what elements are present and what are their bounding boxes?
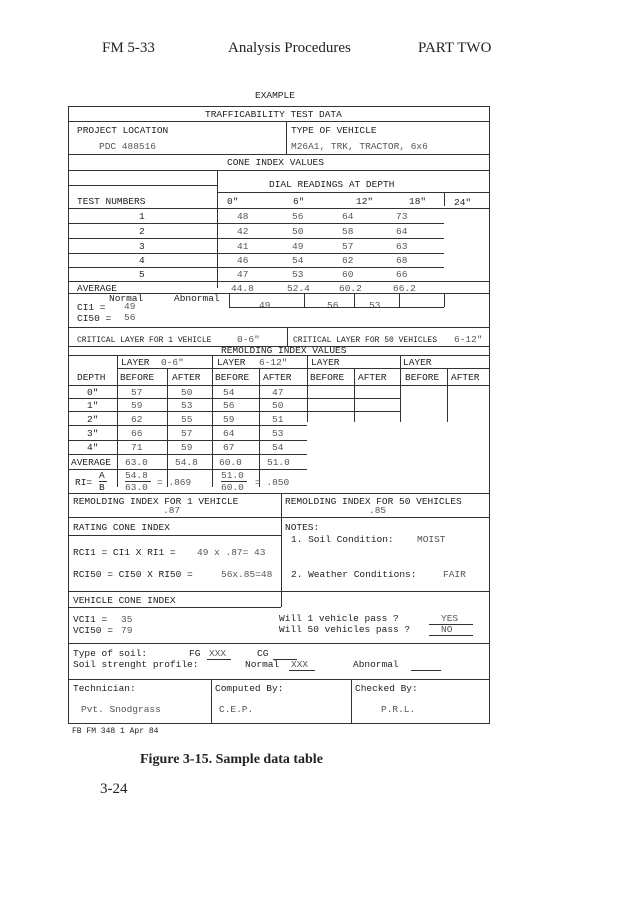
depth-header-0: 0" [227, 196, 239, 207]
test-num: 1 [139, 211, 145, 222]
test-value: 64 [342, 211, 354, 222]
depth-label: DEPTH [77, 372, 106, 383]
ri-2-result: = .850 [255, 477, 290, 488]
remolding-title: REMOLDING INDEX VALUES [221, 345, 347, 356]
note2-label: 2. Weather Conditions: [291, 569, 417, 580]
test-num: 5 [139, 269, 145, 280]
remold-value: 55 [181, 414, 193, 425]
remold-value: 54 [223, 387, 235, 398]
remold-50-value: .85 [369, 505, 387, 516]
test-value: 62 [342, 255, 354, 266]
remold-value: 47 [272, 387, 284, 398]
remold-value: 56 [223, 400, 235, 411]
remold-value: 50 [272, 400, 284, 411]
rci50-line: RCI50 = CI50 X RI50 = [73, 569, 193, 580]
test-num: 4 [139, 255, 145, 266]
average-value: 66.2 [393, 283, 416, 294]
soil-type-label: Type of soil: [73, 648, 148, 659]
test-value: 48 [237, 211, 249, 222]
average-value: 52.4 [287, 283, 310, 294]
will50-value: NO [441, 624, 453, 635]
remold-average-label: AVERAGE [71, 457, 111, 468]
remold-average: 63.0 [125, 457, 148, 468]
abnormal-profile-label: Abnormal [353, 659, 399, 670]
depth-header-24: 24" [454, 197, 472, 208]
will50-label: Will 50 vehicles pass ? [279, 624, 411, 635]
remold-average: 51.0 [267, 457, 290, 468]
vci50-label: VCI50 = [73, 625, 113, 636]
ci50-value: 56 [124, 312, 136, 323]
average-value: 60.2 [339, 283, 362, 294]
form-id: FB FM 348 1 Apr 84 [72, 727, 159, 736]
remold-50-label: REMOLDING INDEX FOR 50 VEHICLES [285, 496, 462, 507]
remold-depth: 4" [87, 442, 99, 453]
critical-layer-50-label: CRITICAL LAYER FOR 50 VEHICLES [293, 336, 438, 345]
test-value: 50 [292, 226, 304, 237]
remold-value: 51 [272, 414, 284, 425]
layer-range-2: 6-12" [259, 357, 288, 368]
depth-header-18: 18" [409, 196, 427, 207]
test-value: 53 [292, 269, 304, 280]
remold-average: 60.0 [219, 457, 242, 468]
test-value: 64 [396, 226, 408, 237]
critical-layer-1-label: CRITICAL LAYER FOR 1 VEHICLE [77, 336, 212, 345]
after-label: AFTER [451, 372, 480, 383]
normal-profile-label: Normal [245, 659, 280, 670]
fg-label: FG [189, 648, 201, 659]
cone-index-title: CONE INDEX VALUES [227, 157, 324, 168]
test-num: 2 [139, 226, 145, 237]
header-right: PART TWO [418, 40, 492, 56]
header-center: Analysis Procedures [228, 40, 351, 56]
test-value: 42 [237, 226, 249, 237]
vehicle-type-label: TYPE OF VEHICLE [291, 125, 377, 136]
remold-1-value: .87 [163, 505, 181, 516]
ri-1-denominator: 63.0 [125, 482, 148, 493]
layer-range-1: 0-6" [161, 357, 184, 368]
project-location-value: PDC 488516 [99, 141, 157, 152]
note1-label: 1. Soil Condition: [291, 534, 394, 545]
before-label: BEFORE [120, 372, 155, 383]
trafficability-form [68, 106, 490, 724]
critical-layer-50-value: 6-12" [454, 334, 483, 345]
rci50-calc: 56x.85=48 [221, 569, 273, 580]
test-value: 47 [237, 269, 249, 280]
example-label: EXAMPLE [255, 90, 295, 101]
vci50-value: 79 [121, 625, 133, 636]
test-value: 54 [292, 255, 304, 266]
test-value: 56 [292, 211, 304, 222]
test-value: 58 [342, 226, 354, 237]
ri-2-denominator: 60.0 [221, 482, 244, 493]
vehicle-cone-title: VEHICLE CONE INDEX [73, 595, 176, 606]
will1-label: Will 1 vehicle pass ? [279, 613, 399, 624]
remold-value: 64 [223, 428, 235, 439]
layer-label-2: LAYER [217, 357, 246, 368]
depth-header-6: 6" [293, 196, 305, 207]
test-value: 63 [396, 241, 408, 252]
page-number: 3-24 [100, 781, 128, 797]
rci1-line: RCI1 = CI1 X RI1 = [73, 547, 176, 558]
layer-label-3: LAYER [311, 357, 340, 368]
test-value: 66 [396, 269, 408, 280]
cg-label: CG [257, 648, 269, 659]
remold-value: 62 [131, 414, 143, 425]
ri-1-numerator: 54.8 [125, 470, 148, 481]
fg-value: XXX [209, 648, 227, 659]
after-label: AFTER [358, 372, 387, 383]
ci1-label: CI1 = [77, 302, 106, 313]
layer-label-1: LAYER [121, 357, 150, 368]
ci50-label: CI50 = [77, 313, 112, 324]
test-numbers-label: TEST NUMBERS [77, 196, 146, 207]
normal-label: Normal [109, 293, 144, 304]
rci1-calc: 49 x .87= 43 [197, 547, 266, 558]
after-label: AFTER [172, 372, 201, 383]
computed-value: C.E.P. [219, 704, 254, 715]
test-value: 57 [342, 241, 354, 252]
after-label: AFTER [263, 372, 292, 383]
checked-label: Checked By: [355, 683, 418, 694]
computed-label: Computed By: [215, 683, 284, 694]
ri-a: A [99, 470, 105, 481]
remold-depth: 1" [87, 400, 99, 411]
ci-box-1: 49 [259, 300, 271, 311]
remold-value: 59 [223, 414, 235, 425]
ri-1-result: = .869 [157, 477, 192, 488]
remold-value: 57 [181, 428, 193, 439]
test-value: 68 [396, 255, 408, 266]
remold-value: 59 [131, 400, 143, 411]
test-num: 3 [139, 241, 145, 252]
remold-depth: 3" [87, 428, 99, 439]
remold-value: 66 [131, 428, 143, 439]
remold-value: 57 [131, 387, 143, 398]
average-label: AVERAGE [77, 283, 117, 294]
figure-caption: Figure 3-15. Sample data table [140, 752, 323, 767]
before-label: BEFORE [310, 372, 345, 383]
form-title: TRAFFICABILITY TEST DATA [205, 109, 342, 120]
remold-value: 59 [181, 442, 193, 453]
remold-depth: 0" [87, 387, 99, 398]
ri-b: B [99, 482, 105, 493]
remold-value: 67 [223, 442, 235, 453]
remold-1-label: REMOLDING INDEX FOR 1 VEHICLE [73, 496, 239, 507]
remold-value: 54 [272, 442, 284, 453]
test-value: 41 [237, 241, 249, 252]
rating-cone-title: RATING CONE INDEX [73, 522, 170, 533]
technician-label: Technician: [73, 683, 136, 694]
ci1-value: 49 [124, 301, 136, 312]
ci-box-3: 53 [369, 300, 381, 311]
project-location-label: PROJECT LOCATION [77, 125, 169, 136]
depth-header-12: 12" [356, 196, 374, 207]
vci1-value: 35 [121, 614, 133, 625]
remold-average: 54.8 [175, 457, 198, 468]
remold-value: 53 [272, 428, 284, 439]
remold-value: 53 [181, 400, 193, 411]
note2-value: FAIR [443, 569, 466, 580]
note1-value: MOIST [417, 534, 446, 545]
layer-label-4: LAYER [403, 357, 432, 368]
dial-readings-title: DIAL READINGS AT DEPTH [269, 179, 395, 190]
remold-value: 71 [131, 442, 143, 453]
before-label: BEFORE [405, 372, 440, 383]
notes-label: NOTES: [285, 522, 320, 533]
remold-depth: 2" [87, 414, 99, 425]
test-value: 46 [237, 255, 249, 266]
average-value: 44.8 [231, 283, 254, 294]
checked-value: P.R.L. [381, 704, 416, 715]
ri-label: RI= [75, 477, 93, 488]
soil-profile-label: Soil strenght profile: [73, 659, 199, 670]
test-value: 60 [342, 269, 354, 280]
will1-value: YES [441, 613, 459, 624]
abnormal-label: Abnormal [174, 293, 220, 304]
vci1-label: VCI1 = [73, 614, 108, 625]
normal-profile-value: XXX [291, 659, 309, 670]
test-value: 49 [292, 241, 304, 252]
test-value: 73 [396, 211, 408, 222]
critical-layer-1-value: 0-6" [237, 334, 260, 345]
vehicle-type-value: M26A1, TRK, TRACTOR, 6x6 [291, 141, 428, 152]
ci-box-2: 56 [327, 300, 339, 311]
ri-2-numerator: 51.0 [221, 470, 244, 481]
technician-value: Pvt. Snodgrass [81, 704, 161, 715]
remold-value: 50 [181, 387, 193, 398]
before-label: BEFORE [215, 372, 250, 383]
header-left: FM 5-33 [102, 40, 155, 56]
